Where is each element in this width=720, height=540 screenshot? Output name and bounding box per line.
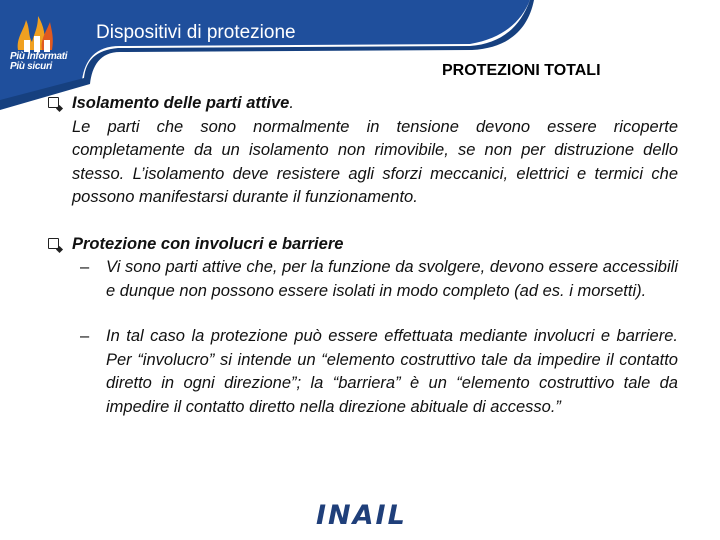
- slide-content: [48, 92, 678, 419]
- dash-bullet: –: [80, 258, 90, 276]
- list-item: – In tal caso la protezione può essere effettuata mediante involucri e barriere. Per “involucro” si intende un “elemento costruttivo tale da impedire il contatto diretto in ogni direzione”; la “barriera” è un “elemento costruttivo tale da impedire il contatto diretto nella direzione abituale di accesso.”: [80, 327, 678, 416]
- section-isolamento-body: Le parti che sono normalmente in tensione devono essere ricoperte completamente da un isolamento non rimovibile, se non per distruzione dello stesso. L’isolamento deve resistere agli sforzi meccanici, elettrici e termici che possono manifestarsi durante il funzionamento.: [72, 117, 678, 206]
- section-involucri-heading: Protezione con involucri e barriere: [48, 233, 678, 257]
- page-title: Dispositivi di protezione: [96, 22, 296, 43]
- list-item: – Vi sono parti attive che, per la funzione da svolgere, devono essere accessibili e dunque non possono essere isolati in modo completo (ad es. i morsetti).: [80, 258, 678, 300]
- dash-bullet: –: [80, 327, 90, 345]
- inail-logo: INAIL: [316, 500, 407, 531]
- checkbox-bullet-icon: [48, 97, 59, 108]
- logo-text: Più Informati Più sicuri: [10, 51, 68, 72]
- slide-subtitle: PROTEZIONI TOTALI: [442, 62, 601, 79]
- checkbox-bullet-icon: [48, 238, 59, 249]
- section-isolamento-heading: Isolamento delle parti attive.: [48, 92, 678, 116]
